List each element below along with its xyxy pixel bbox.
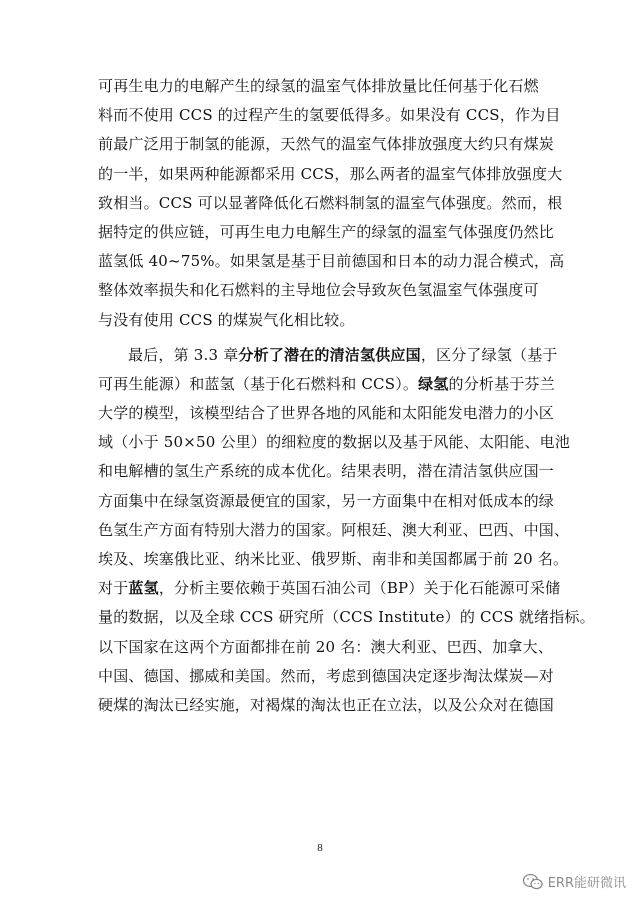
text-line	[98, 457, 555, 486]
bold-text-run: 蓝氢	[128, 579, 159, 598]
page-number: 8	[317, 842, 323, 854]
text-run: 料而不使用 CCS 的过程产生的氢要低得多。如果没有 CCS，作为目	[98, 106, 561, 125]
text-line	[98, 691, 555, 720]
text-run: 中国、德国、挪威和美国。然而，考虑到德国决定逐步淘汰煤炭—对	[98, 666, 555, 685]
text-line	[98, 574, 561, 603]
text-run: 方面集中在绿氢资源最便宜的国家，另一方面集中在相对低成本的绿	[98, 491, 555, 510]
text-line	[98, 545, 569, 574]
bold-text-run: 绿氢	[418, 374, 449, 393]
text-line	[98, 160, 563, 189]
text-run: 最后，第 3.3 章	[128, 345, 239, 364]
text-line	[98, 218, 555, 247]
text-line	[98, 189, 563, 218]
text-run: 可再生电力的电解产生的绿氢的温室气体排放量比任何基于化石燃	[98, 77, 539, 95]
text-run: 可再生能源）和蓝氢（基于化石燃料和 CCS）。	[98, 374, 419, 393]
text-run: 的一半，如果两种能源都采用 CCS，那么两者的温室气体排放强度大	[98, 164, 563, 183]
paragraph	[98, 72, 565, 335]
text-line	[98, 399, 555, 428]
text-line	[98, 428, 571, 457]
text-line	[98, 247, 565, 276]
text-run: 前最广泛用于制氢的能源，天然气的温室气体排放强度大约只有煤炭	[98, 135, 555, 154]
text-run: 蓝氢低 40~75%。如果氢是基于目前德国和日本的动力混合模式，高	[98, 252, 565, 271]
text-run: 对于	[98, 579, 129, 598]
text-run: 据特定的供应链，可再生电力电解生产的绿氢的温室气体强度仍然比	[98, 222, 555, 241]
text-run: 和电解槽的氢生产系统的成本优化。结果表明，潜在清洁氢供应国一	[98, 462, 555, 481]
watermark	[522, 872, 626, 891]
wechat-icon	[522, 873, 544, 891]
text-run: 以下国家在这两个方面都排在前 20 名：澳大利亚、巴西、加拿大、	[98, 637, 554, 656]
text-run: 埃及、埃塞俄比亚、纳米比亚、俄罗斯、南非和美国都属于前 20 名。	[98, 550, 569, 568]
text-line	[98, 662, 555, 691]
text-line	[98, 72, 548, 101]
text-run: 量的数据，以及全球 CCS 研究所（CCS Institute）的 CCS 就绪指标。	[98, 608, 595, 627]
text-run: 致相当。CCS 可以显著降低化石燃料制氢的温室气体强度。然而，根	[98, 193, 563, 212]
bold-text-run: 分析了潜在的清洁氢供应国	[238, 345, 421, 364]
text-run: 色氢生产方面有特别大潜力的国家。阿根廷、澳大利亚、巴西、中国、	[98, 520, 570, 539]
text-line	[98, 370, 555, 399]
text-line	[98, 130, 555, 159]
text-run: 域（小于 50×50 公里）的细粒度的数据以及基于风能、太阳能、电池	[98, 433, 571, 452]
text-line	[98, 516, 570, 545]
body-text	[98, 72, 595, 726]
text-line	[98, 306, 548, 335]
text-line	[98, 101, 561, 130]
text-run: 硬煤的淘汰已经实施，对褐煤的淘汰也正在立法，以及公众对在德国	[98, 695, 555, 714]
text-run: ，分析主要依赖于英国石油公司（BP）关于化石能源可采储	[158, 579, 561, 598]
text-run: 与没有使用 CCS 的煤炭气化相比较。	[98, 310, 355, 329]
text-run: ，区分了绿氢（基于	[420, 345, 558, 364]
text-line	[98, 633, 554, 662]
paragraph	[98, 341, 595, 720]
text-line	[98, 603, 595, 632]
watermark-text: ERR能研微讯	[547, 876, 626, 891]
text-line	[98, 341, 558, 370]
text-line	[98, 487, 555, 516]
text-run: 大学的模型，该模型结合了世界各地的风能和太阳能发电潜力的小区	[98, 404, 555, 423]
text-run: 的分析基于芬兰	[448, 374, 555, 393]
text-line	[98, 276, 548, 305]
text-run: 整体效率损失和化石燃料的主导地位会导致灰色氢温室气体强度可	[98, 281, 539, 300]
